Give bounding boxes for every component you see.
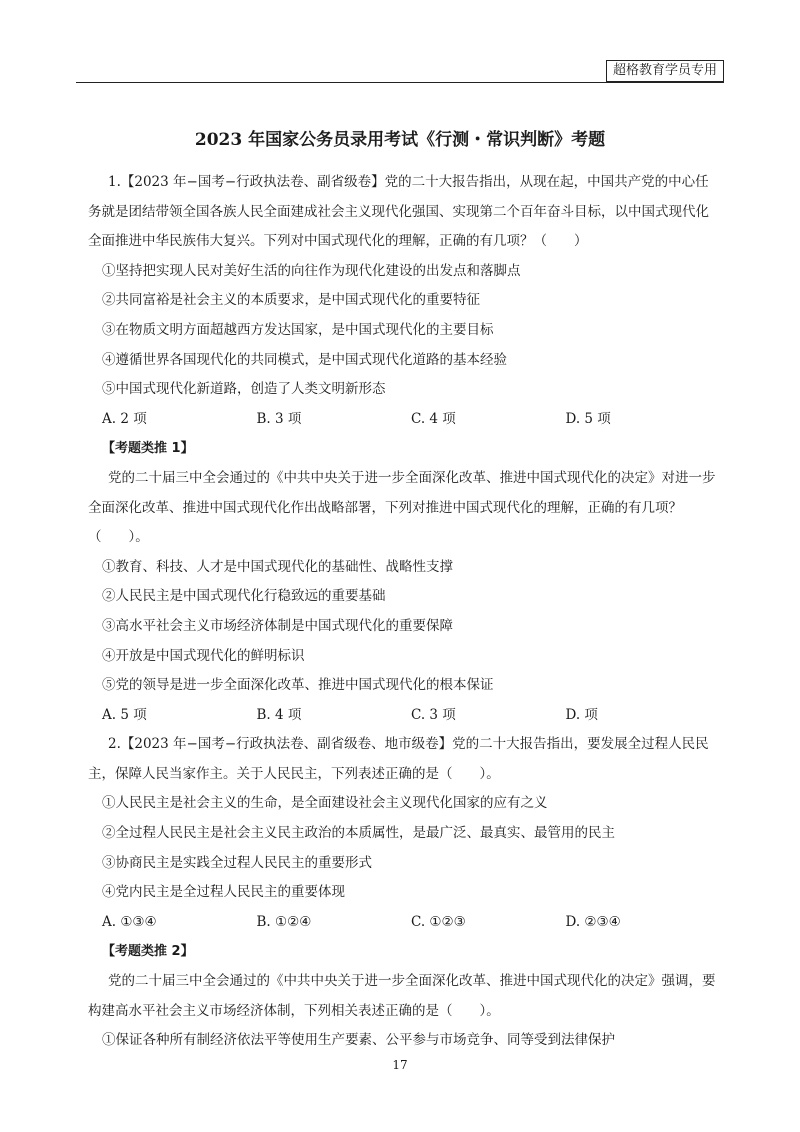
analog-1-stem: 党的二十届三中全会通过的《中共中央关于进一步全面深化改革、推进中国式现代化的决定》对进一步全面深化改革、推进中国式现代化作出战略部署，下列对推进中国式现代化的理解，正确的有几项？（ ）。 xyxy=(88,469,716,546)
q2-choice-d: D. ②③④ xyxy=(565,913,621,930)
q2-choice-b: B. ①②④ xyxy=(256,913,312,930)
analog1-statement: ①教育、科技、人才是中国式现代化的基础性、战略性支撑 xyxy=(102,558,453,575)
question-1-stem: 1.【2023 年−国考−行政执法卷、副省级卷】党的二十大报告指出，从现在起，中国共产党的中心任务就是团结带领全国各族人民全面建成社会主义现代化强国、实现第二个百年奋斗目标，以中国式现代化全面推进中华民族伟大复兴。下列对中国式现代化的理解，正确的有几项？（ ） xyxy=(88,174,709,250)
analog1-statement: ②人民民主是中国式现代化行稳致远的重要基础 xyxy=(102,588,386,605)
q1-statement: ①坚持把实现人民对美好生活的向往作为现代化建设的出发点和落脚点 xyxy=(102,262,521,279)
analog-1-tag: 【考题类推 1】 xyxy=(102,441,194,457)
q2-statement: ④党内民主是全过程人民民主的重要体现 xyxy=(102,884,345,901)
q2-choices xyxy=(88,908,720,938)
analog-2-tag: 【考题类推 2】 xyxy=(102,944,194,960)
q1-statement: ③在物质文明方面超越西方发达国家，是中国式现代化的主要目标 xyxy=(102,321,494,338)
q2-statement: ①人民民主是社会主义的生命，是全面建设社会主义现代化国家的应有之义 xyxy=(102,795,548,812)
q1-choices xyxy=(88,405,720,435)
analog1-statement: ③高水平社会主义市场经济体制是中国式现代化的重要保障 xyxy=(102,617,453,634)
page-title: 2023 年国家公务员录用考试《行测・常识判断》考题 xyxy=(194,130,606,150)
q1-choice-d: D. 5 项 xyxy=(565,410,611,427)
q2-statement: ③协商民主是实践全过程人民民主的重要形式 xyxy=(102,854,372,871)
header-divider xyxy=(76,82,724,83)
q2-statement: ②全过程人民民主是社会主义民主政治的本质属性，是最广泛、最真实、最管用的民主 xyxy=(102,825,615,842)
q1-statement: ⑤中国式现代化新道路，创造了人类文明新形态 xyxy=(102,381,386,398)
analog1-choice-c: C. 3 项 xyxy=(411,706,456,723)
analog1-choice-d: D. 项 xyxy=(565,706,598,723)
analog-2-stem: 党的二十届三中全会通过的《中共中央关于进一步全面深化改革、推进中国式现代化的决定》强调，要构建高水平社会主义市场经济体制，下列相关表述正确的是（ ）。 xyxy=(88,973,716,1019)
q1-choice-a: A. 2 项 xyxy=(102,410,147,427)
q1-statement: ④遵循世界各国现代化的共同模式，是中国式现代化道路的基本经验 xyxy=(102,351,507,368)
question-2-stem: 2.【2023 年−国考−行政执法卷、副省级卷、地市级卷】党的二十大报告指出，要发展全过程人民民主，保障人民当家作主。关于人民民主，下列表述正确的是（ ）。 xyxy=(88,736,709,782)
page-number: 17 xyxy=(392,1058,408,1072)
document-body xyxy=(88,168,720,1056)
analog2-statement: ①保证各种所有制经济依法平等使用生产要素、公平参与市场竞争、同等受到法律保护 xyxy=(102,1032,615,1049)
header-badge: 超格教育学员专用 xyxy=(606,60,724,82)
analog1-statement: ④开放是中国式现代化的鲜明标识 xyxy=(102,647,305,664)
q2-choice-c: C. ①②③ xyxy=(411,913,466,930)
analog1-choices xyxy=(88,701,720,731)
analog1-choice-a: A. 5 项 xyxy=(102,706,147,723)
q1-choice-b: B. 3 项 xyxy=(256,410,302,427)
analog1-choice-b: B. 4 项 xyxy=(256,706,302,723)
analog1-statement: ⑤党的领导是进一步全面深化改革、推进中国式现代化的根本保证 xyxy=(102,677,494,694)
q1-statement: ②共同富裕是社会主义的本质要求，是中国式现代化的重要特征 xyxy=(102,292,480,309)
q2-choice-a: A. ①③④ xyxy=(102,913,157,930)
q1-choice-c: C. 4 项 xyxy=(411,410,456,427)
